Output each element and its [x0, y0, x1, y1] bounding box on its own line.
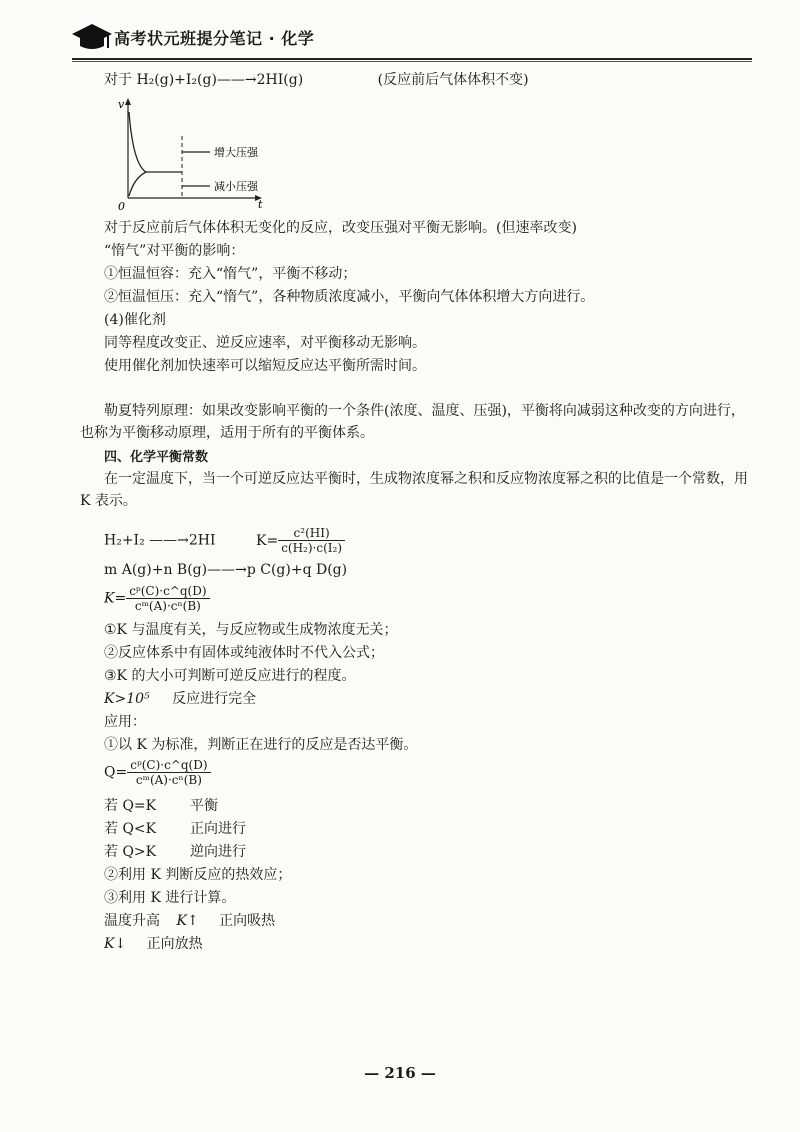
- text-line: (4)催化剂: [104, 312, 166, 328]
- y-axis-label: v: [118, 98, 125, 111]
- le-chatelier-paragraph: 勒夏特列原理：如果改变影响平衡的一个条件(浓度、温度、压强)，平衡将向减弱这种改变的方向进行，也称为平衡移动原理，适用于所有的平衡体系。: [80, 403, 745, 441]
- fraction: $\frac{\text{cᵖ(C)·c\textasciicircum{}q(D)}}{\text{cᵐ(A)·cⁿ(B)}}$: [127, 758, 210, 787]
- graduation-cap-icon: [72, 22, 112, 52]
- reaction-line: [104, 70, 529, 90]
- y-axis-arrow: [125, 98, 131, 105]
- text-line: “惰气”对平衡的影响：: [104, 243, 245, 259]
- text-line: ①以 K 为标准，判断正在进行的反应是否达平衡。: [104, 737, 418, 753]
- temperature-row: K↓ 正向放热: [104, 936, 203, 952]
- increase-pressure-label: 增大压强: [214, 146, 258, 159]
- fraction: $\frac{\text{cᵖ(C)·c\textasciicircum{}q(D)}}{\text{cᵐ(A)·cⁿ(B)}}$: [126, 584, 209, 613]
- reaction-equation: 对于 H₂(g)+I₂(g)——→2HI(g): [104, 72, 304, 88]
- header-rule-thin: [72, 61, 752, 62]
- k-threshold-line: K>10⁵ 反应进行完全: [104, 691, 257, 707]
- equilibrium-constant-paragraph: 在一定温度下，当一个可逆反应达平衡时，生成物浓度幂之积和反应物浓度幂之积的比值是一个常数，用 K 表示。: [80, 471, 748, 509]
- text-line: ②恒温恒压：充入“惰气”，各种物质浓度减小，平衡向气体体积增大方向进行。: [104, 289, 595, 305]
- text-line: 对于反应前后气体体积无变化的反应，改变压强对平衡无影响。(但速率改变): [104, 220, 577, 236]
- equation-hi: [104, 526, 345, 555]
- reverse-rate-curve: [129, 172, 146, 196]
- origin-label: 0: [118, 200, 125, 212]
- forward-rate-curve: [129, 112, 182, 172]
- text-line: ②利用 K 判断反应的热效应；: [104, 867, 292, 883]
- equation-hi-reaction: H₂+I₂ ——→2HI: [104, 532, 216, 549]
- comparison-row: 若 Q=K 平衡: [104, 798, 218, 814]
- text-line: ③利用 K 进行计算。: [104, 890, 236, 906]
- comparison-row: 若 Q>K 逆向进行: [104, 844, 246, 860]
- header-rule: [72, 58, 752, 60]
- general-equation: m A(g)+n B(g)——→p C(g)+q D(g): [104, 562, 348, 578]
- header-title: 高考状元班提分笔记 · 化学: [114, 29, 315, 48]
- text-line: ①K 与温度有关，与反应物或生成物浓度无关；: [104, 622, 398, 638]
- reaction-note: (反应前后气体体积不变): [377, 72, 529, 88]
- rate-time-graph: [112, 94, 312, 212]
- text-line: 使用催化剂加快速率可以缩短反应达平衡所需时间。: [104, 358, 426, 374]
- decrease-pressure-label: 减小压强: [214, 180, 258, 193]
- text-line: ③K 的大小可判断可逆反应进行的程度。: [104, 668, 356, 684]
- temperature-row: 温度升高 K↑ 正向吸热: [104, 913, 276, 929]
- running-header: [72, 20, 752, 60]
- q-expression: Q= $\frac{\text{cᵖ(C)·c\textasciicircum{}q(D)}}{\text{cᵐ(A)·cⁿ(B)}}$: [104, 758, 211, 787]
- x-axis-label: t: [258, 198, 263, 211]
- page-number: — 216 —: [364, 1064, 436, 1082]
- section-heading: 四、化学平衡常数: [104, 450, 209, 465]
- text-line: ②反应体系中有固体或纯液体时不代入公式；: [104, 645, 384, 661]
- equation-hi-k: K=: [255, 532, 279, 549]
- comparison-row: 若 Q<K 正向进行: [104, 821, 246, 837]
- text-line: ①恒温恒容：充入“惰气”，平衡不移动；: [104, 266, 357, 282]
- text-line: 同等程度改变正、逆反应速率，对平衡移动无影响。: [104, 335, 426, 351]
- fraction: $\frac{\text{c²(HI)}}{\text{c(H₂)·c(I₂)}}$: [278, 526, 345, 555]
- text-line: 应用：: [104, 714, 146, 730]
- k-expression: K= $\frac{\text{cᵖ(C)·c\textasciicircum{}q(D)}}{\text{cᵐ(A)·cⁿ(B)}}$: [104, 584, 210, 613]
